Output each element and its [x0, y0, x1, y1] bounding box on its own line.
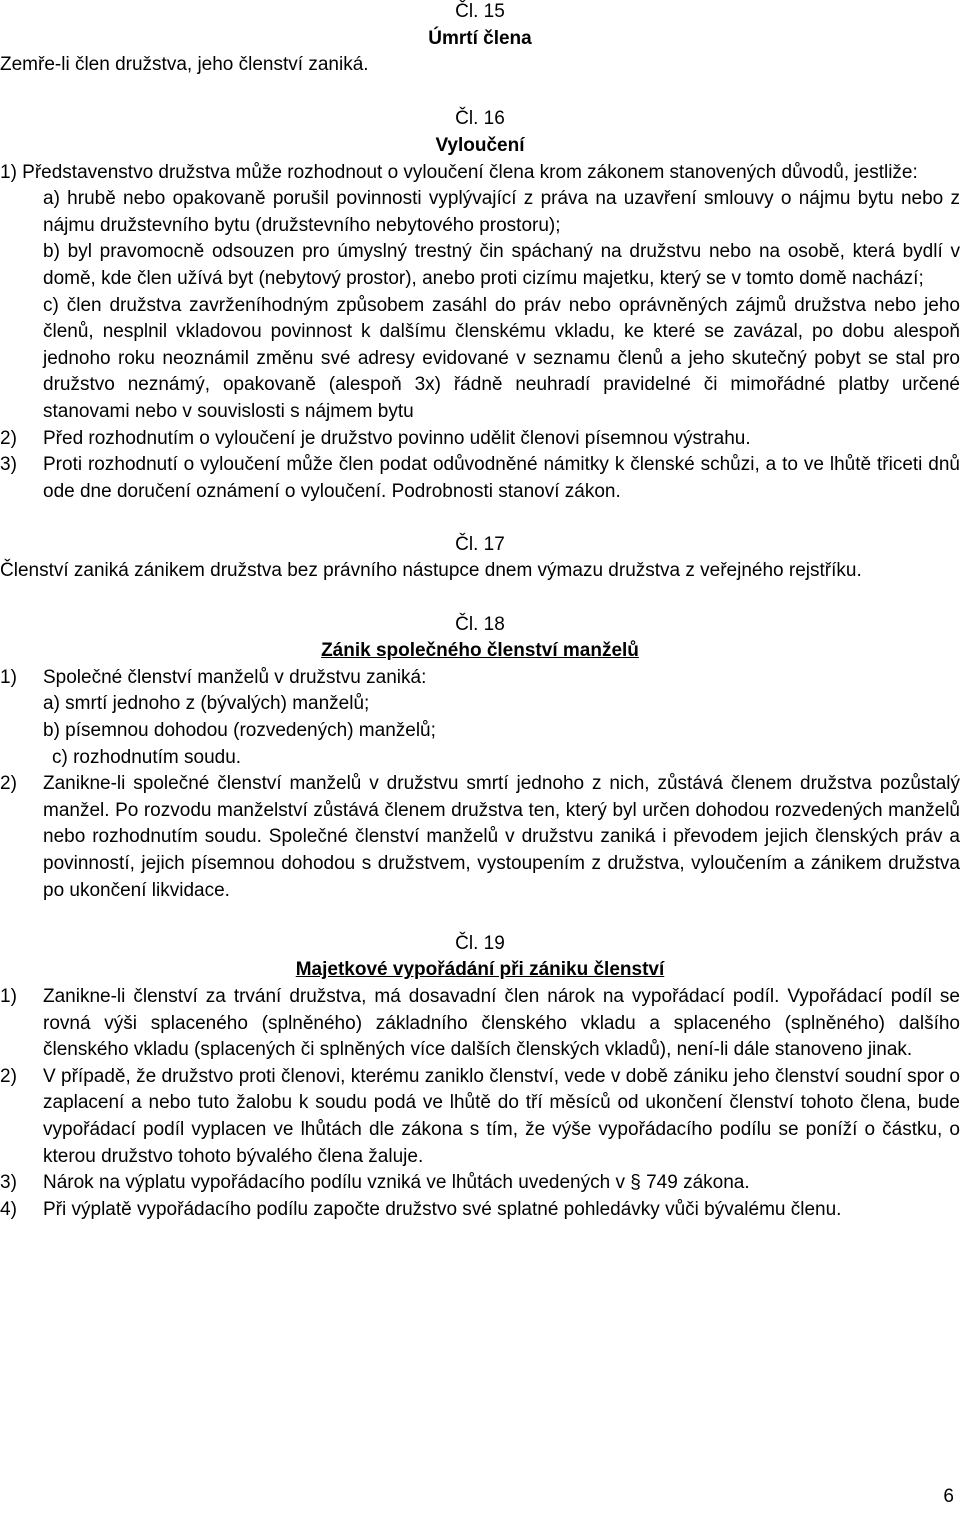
art18-paragraph-1-number: 1)	[0, 666, 17, 688]
art17-heading: Čl. 17	[455, 533, 505, 555]
art16-heading: Čl. 16	[455, 108, 505, 130]
art18-paragraph-1-text: Společné členství manželů v družstvu zaniká:	[43, 666, 427, 688]
art15-title: Úmrtí člena	[428, 27, 532, 49]
art19-paragraph-4-number: 4)	[0, 1198, 17, 1220]
page-number: 6	[943, 1486, 954, 1507]
art19-paragraph-3-text: Nárok na výplatu vypořádacího podílu vzniká ve lhůtách uvedených v § 749 zákona.	[43, 1172, 750, 1194]
art19-title: Majetkové vypořádání při zániku členství	[295, 959, 665, 981]
art19-paragraph-3	[0, 1170, 960, 1197]
art16-paragraph-3-text: Proti rozhodnutí o vyloučení může člen podat odůvodněné námitky k členské schůzi, a to ve lhůtě třiceti dnů ode dne doručení oznámení o vyloučení. Podrobnosti stanoví zákon.	[43, 454, 960, 502]
art19-paragraph-2-number: 2)	[0, 1065, 17, 1087]
art19-paragraph-3-number: 3)	[0, 1172, 17, 1194]
art18-paragraph-1	[0, 665, 960, 692]
art15-text: Zemře-li člen družstva, jeho členství zaniká.	[0, 54, 369, 76]
art19-paragraph-2	[0, 1064, 960, 1170]
art18-paragraph-2-number: 2)	[0, 773, 17, 795]
art18-paragraph-2-text: Zanikne-li společné členství manželů v družstvu smrtí jednoho z nich, zůstává členem družstva pozůstalý manžel. Po rozvodu manželství zůstává členem družstva ten, který byl určen dohodou rozvedených manželů nebo rozhodnutím soudu. Společné členství manželů v družstvu zaniká i převodem jejich členských práv a povinností, jejich písemnou dohodou s družstvem, vystoupením z družstva, vyloučením a zánikem družstva po ukončení likvidace.	[43, 773, 960, 901]
art18-item-c: c) rozhodnutím soudu.	[52, 746, 242, 768]
art19-paragraph-4	[0, 1197, 960, 1224]
art18-item-a: a) smrtí jednoho z (bývalých) manželů;	[43, 693, 370, 715]
art16-item-b: b) byl pravomocně odsouzen pro úmyslný trestný čin spáchaný na družstvu nebo na osobě, která bydlí v domě, kde člen užívá byt (nebytový prostor), anebo proti cizímu majetku, který se v tomto domě nachází;	[43, 241, 960, 289]
art15-heading: Čl. 15	[455, 1, 505, 22]
art18-heading: Čl. 18	[455, 613, 505, 635]
art19-paragraph-1-text: Zanikne-li členství za trvání družstva, má dosavadní člen nárok na vypořádací podíl. Vypořádací podíl se rovná výši splaceného (splněného) základního členského vkladu a splaceného (splněného) dalšího členského vkladu (splacených či splněných více dalších členských vkladů), není-li dále stanoveno jinak.	[43, 985, 960, 1061]
art18-paragraph-2	[0, 771, 960, 904]
art16-paragraph-2	[0, 426, 960, 453]
art16-paragraph-2-text: Před rozhodnutím o vyloučení je družstvo povinno udělit členovi písemnou výstrahu.	[43, 427, 751, 449]
art18-title: Zánik společného členství manželů	[321, 640, 639, 662]
art19-heading: Čl. 19	[455, 932, 505, 954]
art16-paragraph-3	[0, 452, 960, 505]
art18-item-b: b) písemnou dohodou (rozvedených) manželů;	[43, 720, 436, 742]
art16-section	[0, 106, 960, 532]
art18-section	[0, 612, 960, 931]
art16-paragraph-3-number: 3)	[0, 454, 17, 476]
art17-text: Členství zaniká zánikem družstva bez právního nástupce dnem výmazu družstva z veřejného rejstříku.	[0, 560, 862, 582]
art19-section	[0, 931, 960, 1224]
art19-paragraph-1-number: 1)	[0, 985, 17, 1007]
art16-paragraph-1: 1) Představenstvo družstva může rozhodnout o vyloučení člena krom zákonem stanovených důvodů, jestliže:	[0, 161, 918, 183]
art15-section	[0, 0, 960, 105]
art19-paragraph-2-text: V případě, že družstvo proti členovi, kterému zaniklo členství, vede v době zániku jeho členství soudní spor o zaplacení a nebo tuto žalobu k soudu podá ve lhůtě do tří měsíců od ukončení členství tohoto člena, bude vypořádací podíl vyplacen ve lhůtách dle zákona s tím, že výše vypořádacího podílu se poníží o částku, o kterou družstvo tohoto bývalého člena žaluje.	[43, 1065, 960, 1167]
art16-paragraph-2-number: 2)	[0, 427, 17, 449]
art19-paragraph-4-text: Při výplatě vypořádacího podílu započte družstvo své splatné pohledávky vůči bývalému členu.	[43, 1198, 842, 1220]
art19-paragraph-1	[0, 984, 960, 1064]
art16-title: Vyloučení	[435, 134, 525, 156]
art16-item-c: c) člen družstva zavrženíhodným způsobem zasáhl do práv nebo oprávněných zájmů družstva nebo jeho členů, nesplnil vkladovou povinnost k dalšímu členskému vkladu, ke které se zavázal, po dobu alespoň jednoho roku neoznámil změnu své adresy evidované v seznamu členů a jeho skutečný pobyt se stal pro družstvo neznámý, opakovaně (alespoň 3x) řádně neuhradí pravidelné či mimořádné platby určené stanovami nebo v souvislosti s nájmem bytu	[43, 294, 960, 422]
art16-item-a: a) hrubě nebo opakovaně porušil povinnosti vyplývající z práva na uzavření smlouvy o nájmu bytu nebo z nájmu družstevního bytu (družstevního nebytového prostoru);	[43, 188, 960, 236]
art17-section	[0, 532, 960, 612]
